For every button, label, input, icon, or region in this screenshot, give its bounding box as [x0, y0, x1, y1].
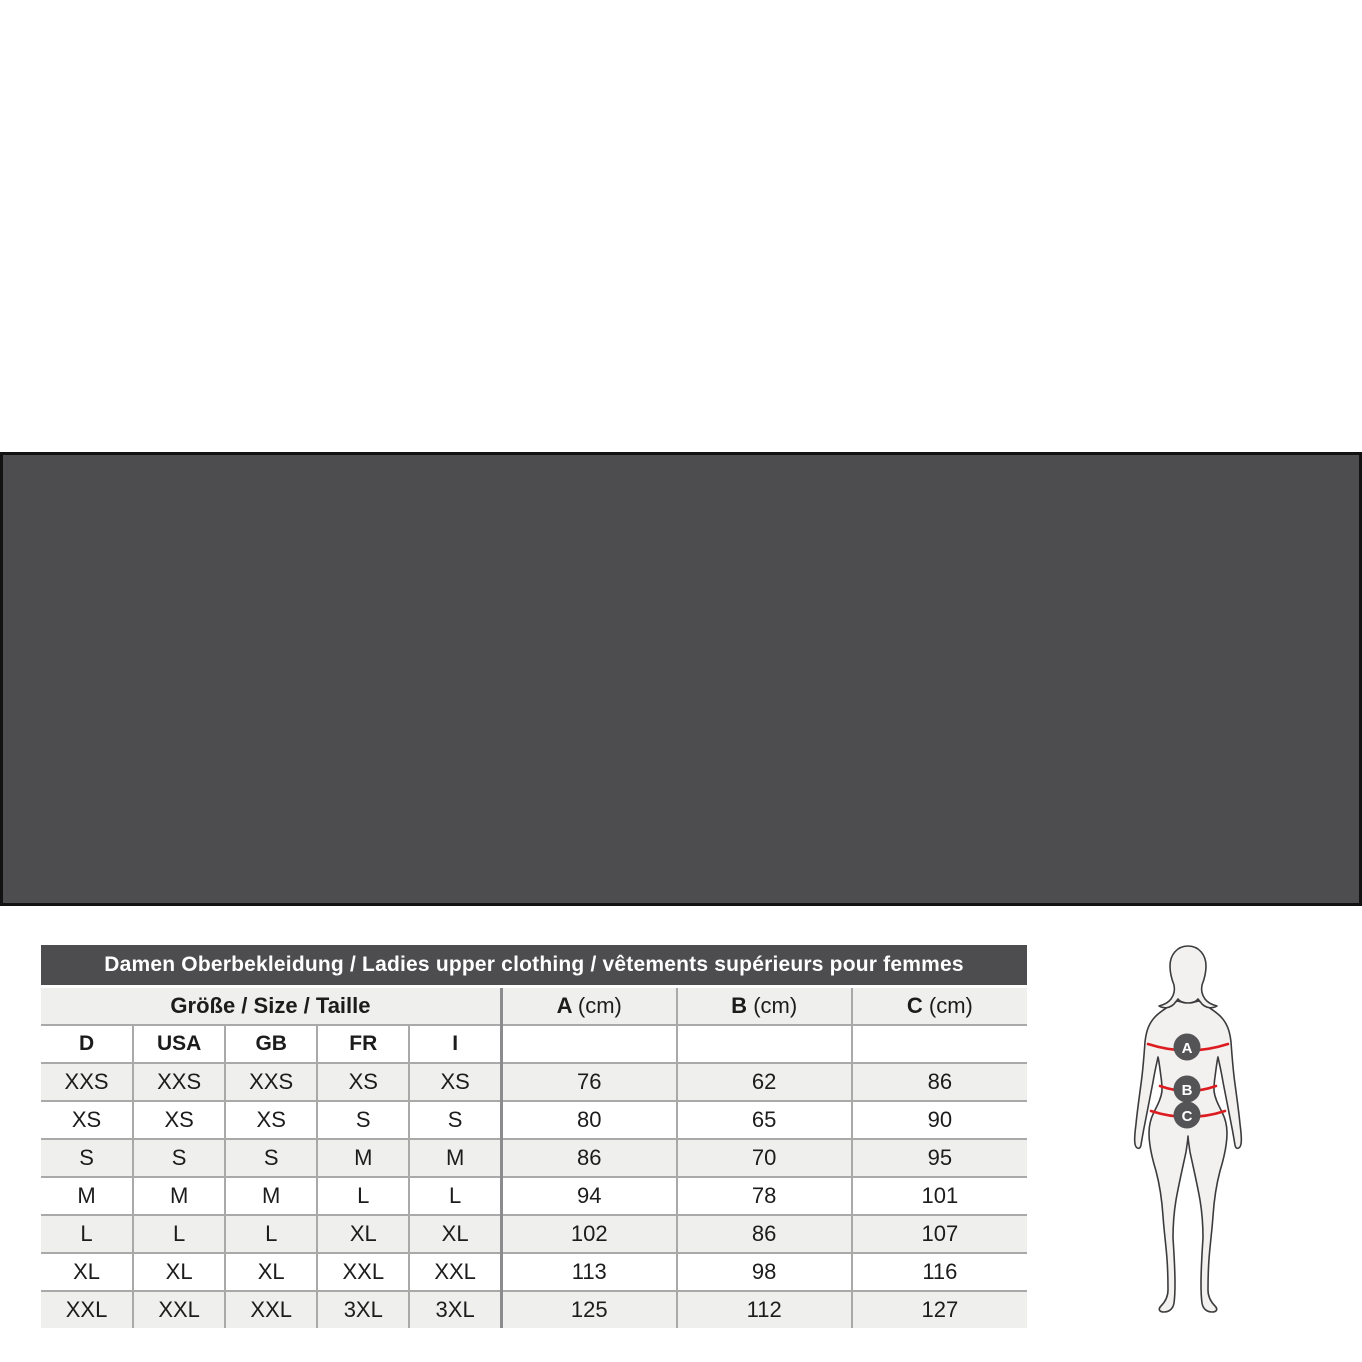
size-cell: XXL — [133, 1291, 225, 1328]
table-title: Damen Oberbekleidung / Ladies upper clothing / vêtements supérieurs pour femmes — [41, 945, 1027, 985]
size-cell: M — [317, 1139, 409, 1177]
table-row — [41, 1063, 1027, 1101]
measure-unit: (cm) — [928, 993, 973, 1018]
table-row — [41, 1253, 1027, 1291]
measurement-cell: 98 — [677, 1253, 852, 1291]
measure-letter: C — [906, 993, 923, 1018]
country-header-row — [41, 1025, 1027, 1063]
size-cell: XL — [133, 1253, 225, 1291]
measurement-cell: 86 — [677, 1215, 852, 1253]
size-cell: L — [317, 1177, 409, 1215]
size-cell: XXL — [409, 1253, 501, 1291]
table-row — [41, 1215, 1027, 1253]
size-cell: S — [41, 1139, 133, 1177]
size-cell: XS — [225, 1101, 317, 1139]
size-cell: S — [133, 1139, 225, 1177]
size-cell: XXS — [41, 1063, 133, 1101]
country-col-usa: USA — [133, 1025, 225, 1063]
size-cell: M — [41, 1177, 133, 1215]
size-group-header-row — [41, 988, 1027, 1025]
measurement-cell: 90 — [852, 1101, 1027, 1139]
country-col-gb: GB — [225, 1025, 317, 1063]
measurement-cell: 62 — [677, 1063, 852, 1101]
measurement-cell: 101 — [852, 1177, 1027, 1215]
size-cell: L — [225, 1215, 317, 1253]
table-row — [41, 1177, 1027, 1215]
size-cell: L — [41, 1215, 133, 1253]
measurement-cell: 86 — [501, 1139, 676, 1177]
size-cell: XXL — [225, 1291, 317, 1328]
marker-a-label: A — [1181, 1040, 1193, 1057]
measurement-cell: 112 — [677, 1291, 852, 1328]
country-col-i: I — [409, 1025, 501, 1063]
country-col-d: D — [41, 1025, 133, 1063]
measurement-cell: 95 — [852, 1139, 1027, 1177]
empty-header-cell — [501, 1025, 676, 1063]
size-cell: XS — [409, 1063, 501, 1101]
size-cell: XL — [409, 1215, 501, 1253]
size-cell: XS — [41, 1101, 133, 1139]
size-cell: XL — [225, 1253, 317, 1291]
measurement-cell: 86 — [852, 1063, 1027, 1101]
measure-header-b — [677, 988, 852, 1025]
size-cell: 3XL — [317, 1291, 409, 1328]
size-cell: XXS — [133, 1063, 225, 1101]
size-cell: M — [133, 1177, 225, 1215]
body-measurement-figure — [1128, 943, 1248, 1328]
table-row — [41, 1101, 1027, 1139]
empty-header-cell — [677, 1025, 852, 1063]
measurement-cell: 127 — [852, 1291, 1027, 1328]
measure-letter: B — [731, 993, 748, 1018]
size-group-header: Größe / Size / Taille — [41, 988, 501, 1025]
size-table-container — [38, 942, 1030, 1331]
size-cell: XXL — [317, 1253, 409, 1291]
table-row — [41, 1291, 1027, 1328]
measure-header-a — [501, 988, 676, 1025]
marker-b-label: B — [1181, 1082, 1193, 1099]
country-col-fr: FR — [317, 1025, 409, 1063]
size-cell: M — [225, 1177, 317, 1215]
size-cell: S — [317, 1101, 409, 1139]
measurement-cell: 78 — [677, 1177, 852, 1215]
size-cell: S — [409, 1101, 501, 1139]
size-cell: XL — [317, 1215, 409, 1253]
size-cell: 3XL — [409, 1291, 501, 1328]
measure-unit: (cm) — [753, 993, 798, 1018]
measurement-cell: 65 — [677, 1101, 852, 1139]
size-cell: L — [133, 1215, 225, 1253]
size-cell: XS — [317, 1063, 409, 1101]
size-table — [41, 988, 1027, 1328]
size-cell: S — [225, 1139, 317, 1177]
measure-unit: (cm) — [577, 993, 622, 1018]
measurement-cell: 94 — [501, 1177, 676, 1215]
size-cell: M — [409, 1139, 501, 1177]
size-cell: L — [409, 1177, 501, 1215]
head-hair-silhouette — [1159, 946, 1217, 1008]
chart-band — [0, 452, 1362, 1322]
size-cell: XXS — [225, 1063, 317, 1101]
measurement-cell: 125 — [501, 1291, 676, 1328]
measurement-cell: 107 — [852, 1215, 1027, 1253]
size-cell: XXL — [41, 1291, 133, 1328]
measurement-cell: 70 — [677, 1139, 852, 1177]
measurement-cell: 76 — [501, 1063, 676, 1101]
measurement-cell: 113 — [501, 1253, 676, 1291]
measurement-cell: 80 — [501, 1101, 676, 1139]
size-cell: XL — [41, 1253, 133, 1291]
measure-letter: A — [556, 993, 572, 1018]
marker-c-label: C — [1181, 1108, 1193, 1125]
measure-header-c — [852, 988, 1027, 1025]
table-row — [41, 1139, 1027, 1177]
measurement-cell: 116 — [852, 1253, 1027, 1291]
empty-header-cell — [852, 1025, 1027, 1063]
measurement-cell: 102 — [501, 1215, 676, 1253]
size-cell: XS — [133, 1101, 225, 1139]
